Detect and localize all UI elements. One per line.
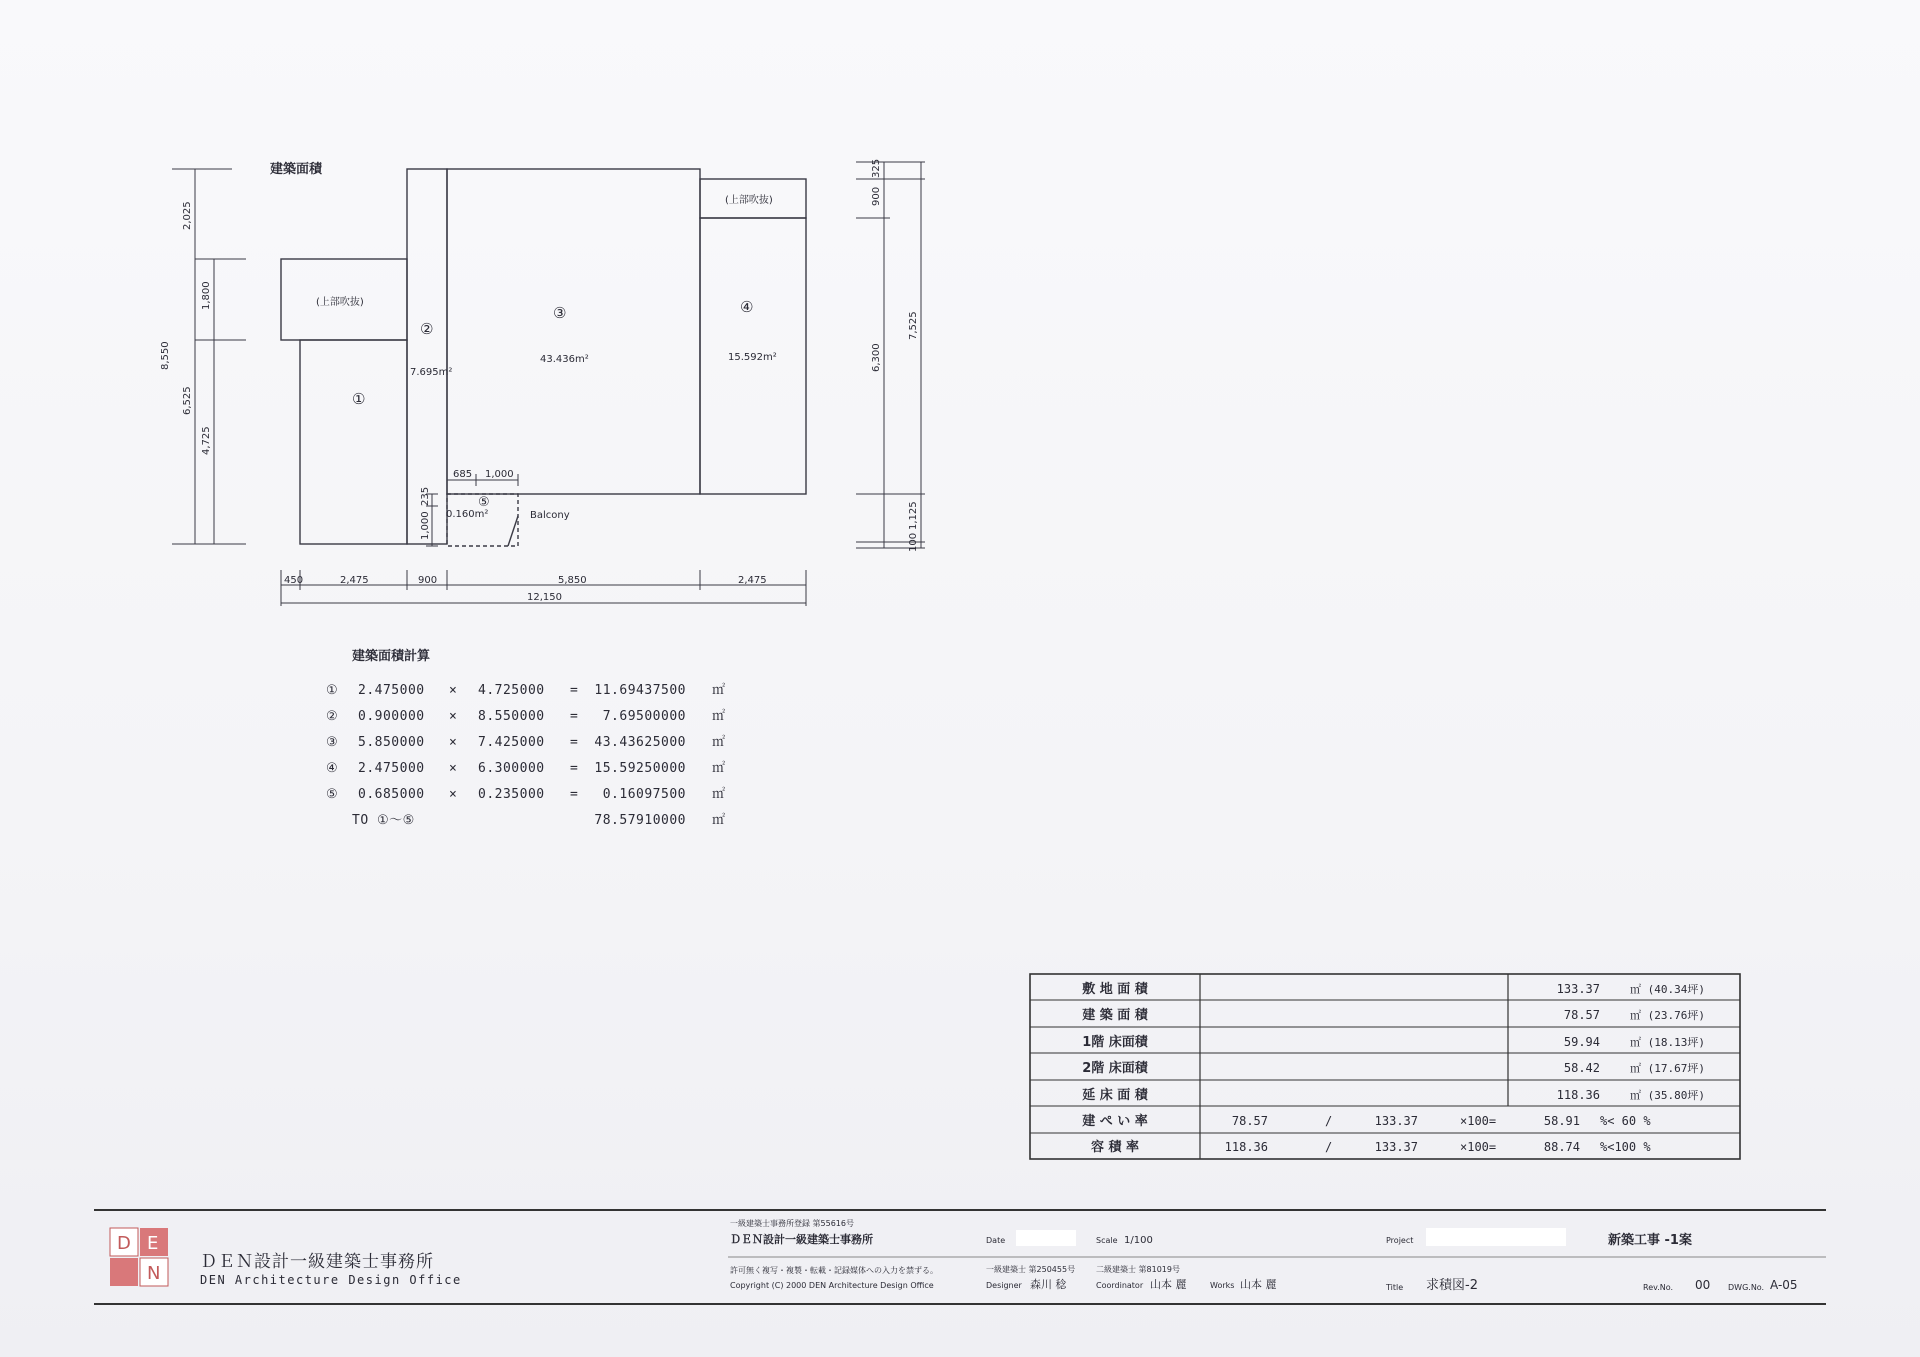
office-name-jp-small: ＤＥＮ設計一級建築士事務所: [730, 1233, 873, 1246]
dim-right-325: 325: [871, 158, 882, 178]
upper-void-label-right: (上部吹抜): [725, 195, 773, 206]
calc-row-1-op: ×: [449, 683, 458, 698]
calc-row-5-eq: =: [570, 787, 579, 802]
den-logo: [110, 1228, 168, 1286]
dim-right-7525: 7,525: [908, 311, 919, 340]
area-2-value: 7.695m²: [410, 367, 453, 378]
calc-row-3-eq: =: [570, 735, 579, 750]
calc-row-5-op: ×: [449, 787, 458, 802]
calc-total-row: [352, 813, 726, 828]
calc-row-4-b: 6.300000: [478, 761, 545, 776]
dim-bottom-900: 900: [418, 575, 438, 586]
designer-label: Designer: [986, 1281, 1022, 1290]
area-4-number: ④: [740, 298, 754, 316]
office-name-en: DEN Architecture Design Office: [200, 1273, 462, 1287]
ratio-2-mult: ×100=: [1460, 1140, 1497, 1154]
summary-row-2-value: 78.57: [1563, 1008, 1600, 1022]
summary-row-4-label: 2階 床面積: [1082, 1061, 1148, 1076]
calc-row-5-b: 0.235000: [478, 787, 545, 802]
works-label: Works: [1210, 1281, 1235, 1290]
calc-row-2-unit: ㎡: [712, 709, 726, 724]
summary-row-3-value: 59.94: [1563, 1035, 1600, 1049]
dim-left-2025: 2,025: [182, 201, 193, 230]
summary-row-1-unit: ㎡ (40.34坪): [1630, 983, 1705, 996]
dwg-value: A-05: [1770, 1278, 1798, 1292]
ratio-1-label: 建 ぺ い 率: [1082, 1114, 1148, 1129]
calc-row-5-a: 0.685000: [358, 787, 425, 802]
title-block: [94, 1210, 1826, 1304]
summary-row-2-label: 建 築 面 積: [1082, 1008, 1148, 1023]
title-label: Title: [1386, 1283, 1404, 1292]
summary-row-5-value: 118.36: [1556, 1088, 1600, 1102]
dim-right-100: 100: [908, 532, 919, 552]
dim-left-8550: 8,550: [160, 341, 171, 370]
calc-row-4-num: ④: [326, 761, 339, 776]
architect-2: 二級建築士 第81019号: [1096, 1265, 1180, 1274]
dim-right-900: 900: [871, 186, 882, 206]
dim-left-1800: 1,800: [201, 281, 212, 310]
calc-row-2-result: 7.69500000: [602, 709, 686, 724]
calc-row-3-unit: ㎡: [712, 735, 726, 750]
drawing-title: 建築面積: [270, 162, 323, 177]
area-3-value: 43.436m²: [540, 354, 589, 365]
calc-row-3-b: 7.425000: [478, 735, 545, 750]
summary-table: [1030, 974, 1740, 1159]
date-label: Date: [986, 1236, 1006, 1245]
logo-letter-n: N: [147, 1263, 161, 1284]
dim-bottom-2475a: 2,475: [340, 575, 369, 586]
calc-row-2-op: ×: [449, 709, 458, 724]
summary-row-3-label: 1階 床面積: [1082, 1035, 1148, 1050]
ratio-2-slash: /: [1325, 1140, 1333, 1154]
works-name: 山本 麗: [1240, 1278, 1277, 1291]
calc-row-1-b: 4.725000: [478, 683, 545, 698]
copy-notice: 許可無く複写・複製・転載・記録媒体への入力を禁ずる。: [730, 1266, 938, 1275]
calc-row-3-op: ×: [449, 735, 458, 750]
calc-row-5: [326, 787, 726, 802]
dim-bottom-450: 450: [284, 575, 304, 586]
dim-balcony-235: 235: [420, 486, 431, 506]
ratio-2-cmp: %<100 %: [1600, 1140, 1651, 1154]
calc-title: 建築面積計算: [352, 649, 431, 664]
coordinator-name: 山本 麗: [1150, 1278, 1187, 1291]
office-name-jp: ＤＥＮ設計一級建築士事務所: [200, 1252, 434, 1272]
summary-row-1-label: 敷 地 面 積: [1082, 982, 1148, 997]
logo-letter-d: D: [117, 1233, 131, 1254]
dim-left-4725: 4,725: [201, 426, 212, 455]
ratio-2-num: 118.36: [1224, 1140, 1268, 1154]
architect-1: 一級建築士 第250455号: [986, 1265, 1076, 1274]
area-3-outline: [447, 169, 700, 494]
rev-label: Rev.No.: [1643, 1283, 1674, 1292]
ratio-2-den: 133.37: [1374, 1140, 1418, 1154]
dim-balcony-685: 685: [453, 469, 473, 480]
calc-row-4-eq: =: [570, 761, 579, 776]
area-3-number: ③: [553, 304, 567, 322]
coordinator-label: Coordinator: [1096, 1281, 1144, 1290]
balcony-leader: [508, 516, 518, 546]
calc-row-2-a: 0.900000: [358, 709, 425, 724]
calc-total-result: 78.57910000: [594, 813, 686, 828]
summary-row-4-value: 58.42: [1563, 1061, 1600, 1075]
title-value: 求積図-2: [1426, 1278, 1478, 1293]
calc-row-4-unit: ㎡: [712, 761, 726, 776]
dim-left-6525: 6,525: [182, 386, 193, 415]
calc-row-2: [326, 709, 726, 724]
calc-row-4-a: 2.475000: [358, 761, 425, 776]
calc-row-1-unit: ㎡: [712, 683, 726, 698]
calc-row-4-op: ×: [449, 761, 458, 776]
calc-row-2-eq: =: [570, 709, 579, 724]
dwg-label: DWG.No.: [1728, 1283, 1765, 1292]
ratio-1-cmp: %< 60 %: [1600, 1114, 1651, 1128]
area-5-number: ⑤: [478, 495, 490, 510]
calc-row-4: [326, 761, 726, 776]
copyright: Copyright (C) 2000 DEN Architecture Design Office: [730, 1281, 934, 1290]
logo-letter-e: E: [147, 1233, 159, 1254]
dim-right-6300: 6,300: [871, 343, 882, 372]
summary-row-2-unit: ㎡ (23.76坪): [1630, 1009, 1705, 1022]
ratio-1-mult: ×100=: [1460, 1114, 1497, 1128]
calc-row-1-result: 11.69437500: [594, 683, 686, 698]
calc-row-5-result: 0.16097500: [602, 787, 686, 802]
summary-row-1-value: 133.37: [1556, 982, 1600, 996]
calc-row-3-a: 5.850000: [358, 735, 425, 750]
calc-row-2-b: 8.550000: [478, 709, 545, 724]
registration-line: 一級建築士事務所登録 第55616号: [730, 1219, 854, 1228]
ratio-1-num: 78.57: [1231, 1114, 1268, 1128]
summary-row-5-label: 延 床 面 積: [1082, 1088, 1148, 1103]
calc-row-1-num: ①: [326, 683, 339, 698]
dim-balcony-1000v: 1,000: [420, 511, 431, 540]
dim-balcony-1000: 1,000: [485, 469, 514, 480]
calc-row-3-result: 43.43625000: [594, 735, 686, 750]
dim-bottom-total: 12,150: [527, 592, 562, 603]
dimension-lines: [172, 162, 925, 606]
ratio-1-den: 133.37: [1374, 1114, 1418, 1128]
calc-row-1-eq: =: [570, 683, 579, 698]
calc-row-4-result: 15.59250000: [594, 761, 686, 776]
calc-row-3-num: ③: [326, 735, 339, 750]
area-2-number: ②: [420, 320, 434, 338]
project-label: Project: [1386, 1236, 1414, 1245]
area-4-value: 15.592m²: [728, 352, 777, 363]
calc-row-5-unit: ㎡: [712, 787, 726, 802]
ratio-2-val: 88.74: [1543, 1140, 1580, 1154]
dim-bottom-5850: 5,850: [558, 575, 587, 586]
ratio-1-slash: /: [1325, 1114, 1333, 1128]
designer-name: 森川 稔: [1030, 1278, 1067, 1291]
balcony-label: Balcony: [530, 510, 570, 521]
upper-void-label-left: (上部吹抜): [316, 297, 364, 308]
summary-row-4-unit: ㎡ (17.67坪): [1630, 1062, 1705, 1075]
area-1-outline: [300, 340, 407, 544]
calc-row-2-num: ②: [326, 709, 339, 724]
scale-value: 1/100: [1124, 1235, 1153, 1246]
summary-row-3-unit: ㎡ (18.13坪): [1630, 1036, 1705, 1049]
area-5-value: 0.160m²: [446, 509, 489, 520]
dim-bottom-2475b: 2,475: [738, 575, 767, 586]
calc-total-label: TO ①～⑤: [352, 813, 415, 828]
calc-row-1-a: 2.475000: [358, 683, 425, 698]
rev-value: 00: [1695, 1278, 1711, 1292]
summary-row-5-unit: ㎡ (35.80坪): [1630, 1089, 1705, 1102]
scale-label: Scale: [1096, 1236, 1118, 1245]
dim-right-1125: 1,125: [908, 501, 919, 530]
calc-row-1: [326, 683, 726, 698]
calc-total-unit: ㎡: [712, 813, 726, 828]
calc-row-5-num: ⑤: [326, 787, 339, 802]
project-value: 新築工事 -1案: [1608, 1233, 1692, 1248]
area-1-number: ①: [352, 390, 366, 408]
calc-row-3: [326, 735, 726, 750]
ratio-1-val: 58.91: [1543, 1114, 1580, 1128]
ratio-2-label: 容 積 率: [1090, 1140, 1140, 1155]
